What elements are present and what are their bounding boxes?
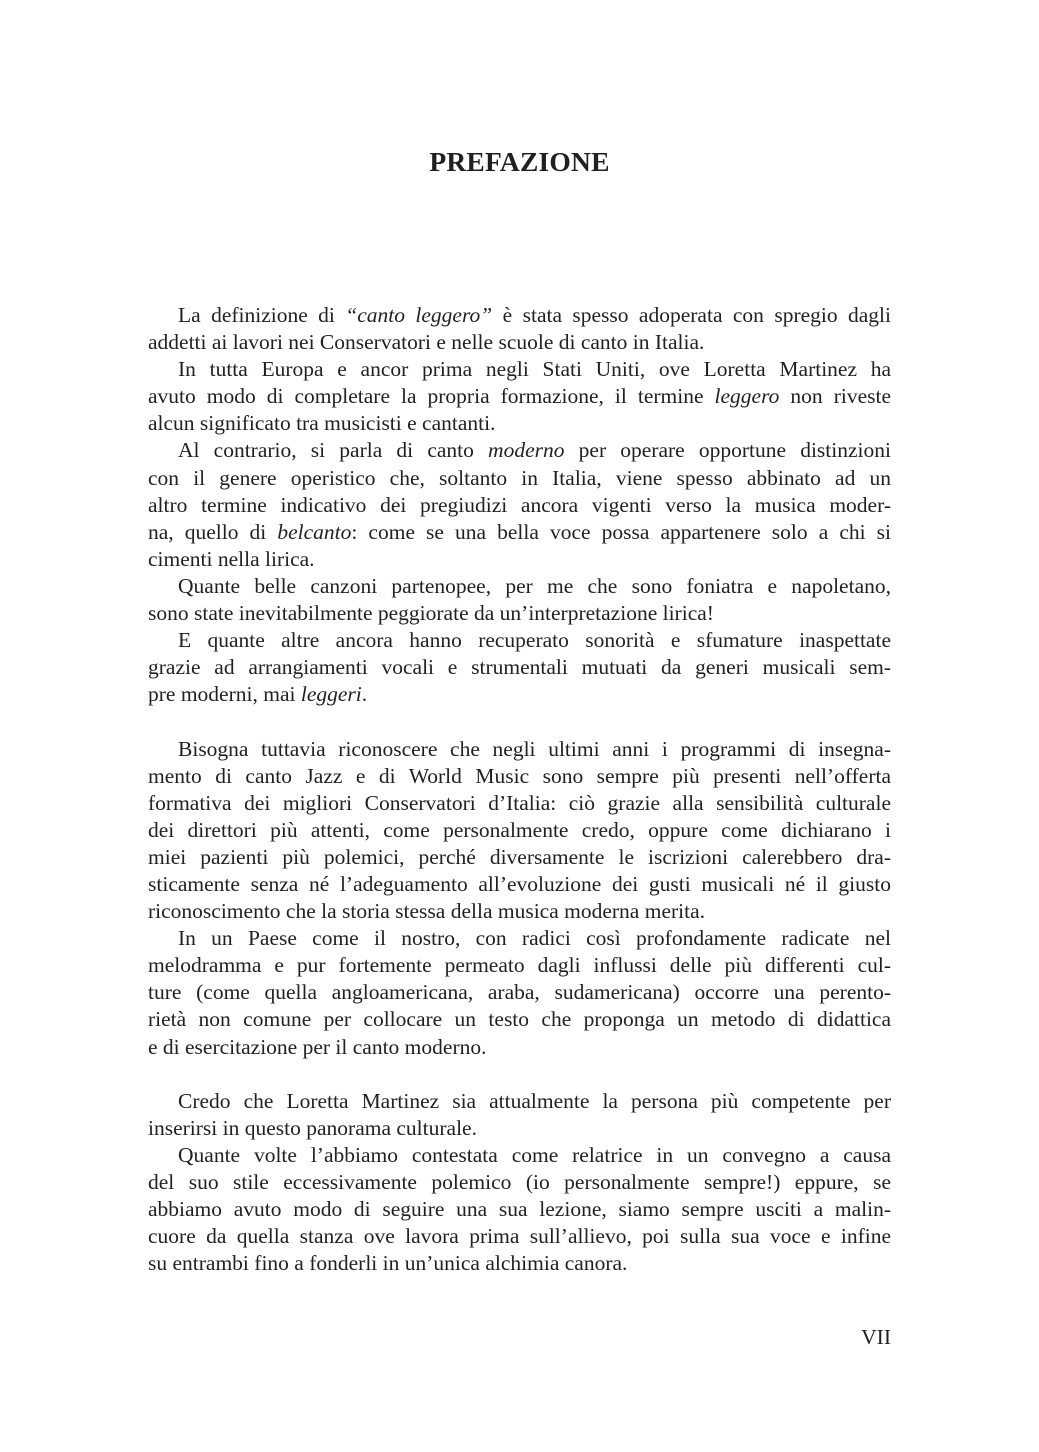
text-line	[148, 329, 891, 356]
italic-text: moderno	[488, 438, 565, 463]
text-line	[148, 410, 891, 437]
paragraph	[148, 627, 891, 708]
paragraph	[148, 437, 891, 572]
text-segment: sono state inevitabilmente peggiorate da un’interpretazione lirica!	[148, 601, 714, 626]
text-line	[148, 519, 891, 546]
text-segment: miei pazienti più polemici, perché diversamente le iscrizioni calerebbero dra-	[148, 844, 891, 869]
text-line	[148, 1088, 891, 1115]
text-segment: cimenti nella lirica.	[148, 546, 315, 571]
text-segment: Credo che Loretta Martinez sia attualmente la persona più competente per	[178, 1088, 891, 1113]
text-line	[148, 979, 891, 1006]
text-line	[148, 573, 891, 600]
paragraph	[148, 356, 891, 437]
text-segment: In un Paese come il nostro, con radici così profondamente radicate nel	[178, 926, 891, 951]
text-line	[148, 356, 891, 383]
text-segment: .	[361, 682, 368, 707]
text-segment: alcun significato tra musicisti e cantanti.	[148, 411, 496, 436]
text-line	[148, 1006, 891, 1033]
text-line	[148, 302, 891, 329]
text-segment: altro termine indicativo dei pregiudizi ancora vigenti verso la musica moder-	[148, 492, 891, 517]
text-section	[148, 736, 891, 1061]
text-segment: dei direttori più attenti, come personalmente credo, oppure come dichiarano i	[148, 817, 891, 842]
text-segment: rietà non comune per collocare un testo che proponga un metodo di didattica	[148, 1007, 891, 1032]
italic-text: “canto leggero”	[345, 303, 493, 327]
text-line	[148, 898, 891, 925]
text-line	[148, 492, 891, 519]
text-segment: sticamente senza né l’adeguamento all’evoluzione dei gusti musicali né il giusto	[148, 871, 891, 896]
text-segment: del suo stile eccessivamente polemico (io personalmente sempre!) eppure, se	[148, 1170, 891, 1194]
italic-text: leggeri	[300, 682, 362, 707]
text-segment: abbiamo avuto modo di seguire una sua lezione, siamo sempre usciti a malin-	[148, 1197, 891, 1222]
text-line	[148, 952, 891, 979]
paragraph	[148, 1142, 891, 1277]
text-section	[148, 302, 891, 708]
paragraph	[148, 573, 891, 627]
text-segment: su entrambi fino a fonderli in un’unica alchimia canora.	[148, 1251, 628, 1276]
text-line	[148, 654, 891, 681]
text-line	[148, 844, 891, 871]
text-segment: Quante volte l’abbiamo contestata come relatrice in un convegno a causa	[178, 1142, 891, 1167]
text-segment: La definizione di	[178, 303, 346, 327]
text-segment: è stata spesso adoperata con spregio dagli	[492, 303, 892, 327]
text-segment: ture (come quella angloamericana, araba, sudamericana) occorre una perento-	[148, 980, 891, 1005]
paragraph	[148, 925, 891, 1060]
text-segment: grazie ad arrangiamenti vocali e strumentali mutuati da generi musicali sem-	[148, 655, 891, 680]
text-line	[148, 871, 891, 898]
text-segment: na, quello di	[148, 519, 278, 544]
text-line	[148, 1223, 891, 1250]
text-line	[148, 1142, 891, 1169]
italic-text: leggero	[714, 384, 780, 409]
text-line	[148, 763, 891, 790]
text-segment: Al contrario, si parla di canto	[178, 438, 489, 463]
text-segment: : come se una bella voce possa appartenere solo a chi si	[351, 519, 892, 544]
text-segment: non riveste	[779, 384, 891, 409]
page-title: PREFAZIONE	[429, 146, 610, 177]
text-segment: inserirsi in questo panorama culturale.	[148, 1115, 477, 1140]
text-segment: Bisogna tuttavia riconoscere che negli ultimi anni i programmi di insegna-	[178, 736, 891, 761]
text-line	[148, 736, 891, 763]
text-segment: Quante belle canzoni partenopee, per me che sono foniatra e napoletano,	[178, 573, 891, 598]
text-segment: mento di canto Jazz e di World Music sono sempre più presenti nell’offerta	[148, 763, 891, 788]
text-section	[148, 1088, 891, 1278]
text-segment: e di esercitazione per il canto moderno.	[148, 1034, 487, 1059]
text-line	[148, 600, 891, 627]
text-segment: In tutta Europa e ancor prima negli Stati Uniti, ove Loretta Martinez ha	[178, 357, 891, 382]
text-line	[148, 437, 891, 464]
body-text	[148, 302, 891, 1277]
text-line	[148, 1196, 891, 1223]
text-line	[148, 383, 891, 410]
text-segment: pre moderni, mai	[148, 682, 301, 707]
text-line	[148, 1115, 891, 1142]
text-line	[148, 465, 891, 492]
paragraph	[148, 736, 891, 926]
paragraph	[148, 1088, 891, 1142]
page-number: VII	[861, 1325, 891, 1349]
text-segment: per operare opportune distinzioni	[564, 438, 891, 463]
text-segment: avuto modo di completare la propria formazione, il termine	[148, 384, 715, 409]
text-segment: addetti ai lavori nei Conservatori e nelle scuole di canto in Italia.	[148, 330, 705, 355]
text-segment: melodramma e pur fortemente permeato dagli influssi delle più differenti cul-	[148, 953, 891, 978]
text-line	[148, 1169, 891, 1196]
text-line	[148, 925, 891, 952]
text-segment: riconoscimento che la storia stessa della musica moderna merita.	[148, 899, 706, 924]
text-segment: cuore da quella stanza ove lavora prima sull’allievo, poi sulla sua voce e infine	[148, 1224, 891, 1249]
text-line	[148, 681, 891, 708]
text-segment: con il genere operistico che, soltanto in Italia, viene spesso abbinato ad un	[148, 465, 891, 490]
italic-text: belcanto	[277, 519, 352, 544]
text-segment: E quante altre ancora hanno recuperato sonorità e sfumature inaspettate	[178, 628, 891, 653]
text-line	[148, 790, 891, 817]
text-line	[148, 817, 891, 844]
text-line	[148, 546, 891, 573]
text-line	[148, 627, 891, 654]
text-line	[148, 1034, 891, 1061]
text-segment: formativa dei migliori Conservatori d’Italia: ciò grazie alla sensibilità culturale	[148, 790, 891, 815]
text-line	[148, 1250, 891, 1277]
paragraph	[148, 302, 891, 356]
